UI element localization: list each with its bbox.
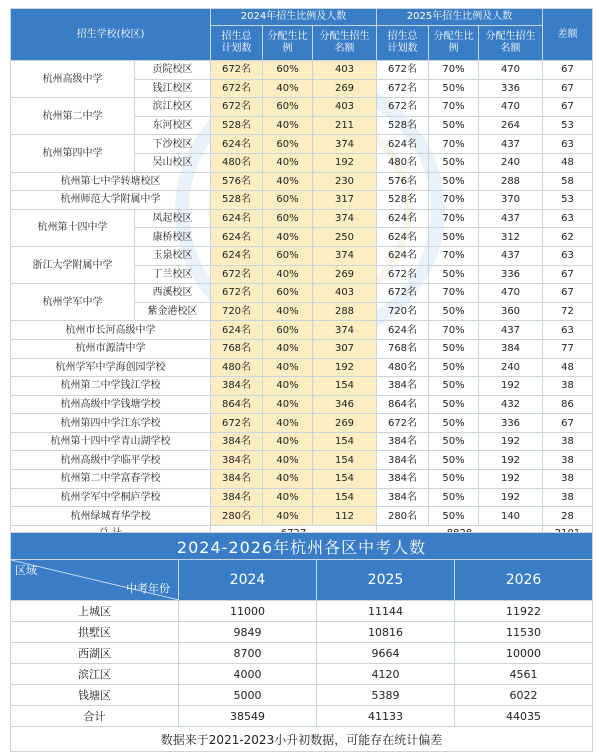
cell-q24: 192 (313, 153, 377, 172)
cell-campus: 西溪校区 (135, 284, 211, 303)
cell-q24: 317 (313, 191, 377, 210)
district-name: 合计 (11, 706, 179, 727)
cell-d: 72 (543, 302, 593, 321)
cell-r25: 50% (429, 116, 479, 135)
cell-q25: 437 (479, 135, 543, 154)
cell-p25: 528名 (377, 191, 429, 210)
cell-p25: 280名 (377, 507, 429, 526)
cell-r25: 70% (429, 284, 479, 303)
cell-q25: 192 (479, 451, 543, 470)
cell-p24: 624名 (211, 246, 263, 265)
sub-plan-2024: 招生总计划数 (211, 26, 263, 61)
table-row (11, 191, 593, 210)
cell-q24: 307 (313, 339, 377, 358)
table-row (11, 706, 593, 727)
cell-campus: 康桥校区 (135, 228, 211, 247)
sub-ratio-2024: 分配生比例 (263, 26, 313, 61)
cell-r25: 70% (429, 135, 479, 154)
cell-r24: 40% (263, 377, 313, 396)
table-row (11, 395, 593, 414)
table-row (11, 685, 593, 706)
cell-d: 63 (543, 209, 593, 228)
cell-p24: 672名 (211, 284, 263, 303)
sub-quota-2024: 分配生招生名额 (313, 26, 377, 61)
table-row (11, 414, 593, 433)
cell-r25: 70% (429, 191, 479, 210)
cell-q24: 192 (313, 358, 377, 377)
cell-d: 28 (543, 507, 593, 526)
district-exam-table (10, 532, 593, 752)
cell-p24: 384名 (211, 432, 263, 451)
cell-r24: 60% (263, 98, 313, 117)
cell-r24: 40% (263, 116, 313, 135)
table-row (11, 209, 593, 228)
cell-r25: 50% (429, 507, 479, 526)
cell-q24: 403 (313, 61, 377, 80)
cell-q25: 192 (479, 470, 543, 489)
cell-q24: 211 (313, 116, 377, 135)
cell-school: 杭州师范大学附属中学 (11, 191, 211, 210)
cell-d: 38 (543, 488, 593, 507)
table-row (11, 321, 593, 340)
cell-q25: 470 (479, 98, 543, 117)
cell-r24: 40% (263, 451, 313, 470)
table-row (11, 284, 593, 303)
district-value: 4000 (179, 664, 317, 685)
cell-r25: 50% (429, 358, 479, 377)
cell-p25: 624名 (377, 135, 429, 154)
cell-r25: 50% (429, 451, 479, 470)
cell-r24: 60% (263, 135, 313, 154)
district-value: 11530 (455, 622, 593, 643)
cell-p24: 672名 (211, 61, 263, 80)
cell-q24: 403 (313, 98, 377, 117)
header-school: 招生学校(校区) (11, 9, 211, 61)
cell-q24: 374 (313, 246, 377, 265)
cell-school: 杭州学军中学海创园学校 (11, 358, 211, 377)
cell-p25: 384名 (377, 451, 429, 470)
district-name: 拱墅区 (11, 622, 179, 643)
cell-school: 杭州市源清中学 (11, 339, 211, 358)
table-row (11, 451, 593, 470)
enrollment-table-body (11, 61, 593, 526)
cell-campus: 凤起校区 (135, 209, 211, 228)
cell-q25: 437 (479, 246, 543, 265)
cell-p25: 480名 (377, 153, 429, 172)
corner-header (11, 560, 179, 601)
cell-d: 67 (543, 265, 593, 284)
cell-q25: 370 (479, 191, 543, 210)
cell-school: 杭州第二中学钱江学校 (11, 377, 211, 396)
cell-q25: 192 (479, 377, 543, 396)
cell-q25: 336 (479, 79, 543, 98)
cell-q25: 336 (479, 414, 543, 433)
cell-q24: 154 (313, 451, 377, 470)
district-value: 8700 (179, 643, 317, 664)
header-2025: 2025年招生比例及人数 (377, 9, 543, 26)
cell-p25: 672名 (377, 61, 429, 80)
cell-school: 杭州绿城育华学校 (11, 507, 211, 526)
cell-q25: 360 (479, 302, 543, 321)
cell-school: 杭州学军中学桐庐学校 (11, 488, 211, 507)
district-value: 10000 (455, 643, 593, 664)
cell-school: 杭州高级中学钱塘学校 (11, 395, 211, 414)
cell-school: 杭州第四中学 (11, 135, 135, 172)
cell-p25: 672名 (377, 79, 429, 98)
cell-r25: 70% (429, 61, 479, 80)
district-value: 4120 (317, 664, 455, 685)
cell-r24: 40% (263, 172, 313, 191)
table-row (11, 172, 593, 191)
cell-d: 63 (543, 246, 593, 265)
cell-p24: 672名 (211, 79, 263, 98)
sub-quota-2025: 分配生招生名额 (479, 26, 543, 61)
cell-d: 38 (543, 470, 593, 489)
table-row (11, 488, 593, 507)
cell-q24: 288 (313, 302, 377, 321)
cell-d: 67 (543, 98, 593, 117)
cell-r25: 50% (429, 377, 479, 396)
cell-p25: 624名 (377, 321, 429, 340)
cell-r25: 70% (429, 321, 479, 340)
cell-r25: 50% (429, 153, 479, 172)
district-value: 10816 (317, 622, 455, 643)
cell-school: 杭州高级中学 (11, 61, 135, 98)
cell-p24: 768名 (211, 339, 263, 358)
cell-q24: 374 (313, 321, 377, 340)
cell-q25: 470 (479, 61, 543, 80)
table-row (11, 507, 593, 526)
cell-p24: 384名 (211, 470, 263, 489)
cell-school: 杭州高级中学临平学校 (11, 451, 211, 470)
cell-q25: 437 (479, 321, 543, 340)
cell-p24: 672名 (211, 265, 263, 284)
cell-r24: 60% (263, 284, 313, 303)
cell-q25: 192 (479, 432, 543, 451)
cell-p25: 384名 (377, 488, 429, 507)
cell-d: 62 (543, 228, 593, 247)
cell-d: 67 (543, 61, 593, 80)
district-name: 钱塘区 (11, 685, 179, 706)
cell-q25: 312 (479, 228, 543, 247)
district-name: 上城区 (11, 601, 179, 622)
cell-p25: 864名 (377, 395, 429, 414)
table-row (11, 470, 593, 489)
table-row (11, 246, 593, 265)
cell-q24: 154 (313, 377, 377, 396)
cell-p24: 624名 (211, 209, 263, 228)
cell-r24: 40% (263, 395, 313, 414)
cell-p25: 720名 (377, 302, 429, 321)
cell-p25: 480名 (377, 358, 429, 377)
cell-campus: 滨江校区 (135, 98, 211, 117)
cell-d: 86 (543, 395, 593, 414)
year-header: 2024 (179, 560, 317, 601)
cell-r24: 40% (263, 358, 313, 377)
cell-r24: 40% (263, 265, 313, 284)
data-source-note: 数据来于2021-2023小升初数据，可能存在统计偏差 (11, 727, 593, 752)
cell-p25: 384名 (377, 470, 429, 489)
cell-r24: 60% (263, 246, 313, 265)
year-header: 2026 (455, 560, 593, 601)
district-table-body (11, 601, 593, 727)
cell-p24: 528名 (211, 116, 263, 135)
cell-d: 38 (543, 377, 593, 396)
cell-campus: 吴山校区 (135, 153, 211, 172)
cell-d: 48 (543, 153, 593, 172)
table-row (11, 643, 593, 664)
cell-campus: 玉泉校区 (135, 246, 211, 265)
cell-p24: 528名 (211, 191, 263, 210)
sub-plan-2025: 招生总计划数 (377, 26, 429, 61)
cell-r25: 50% (429, 79, 479, 98)
cell-r25: 50% (429, 488, 479, 507)
cell-school: 杭州第二中学 (11, 98, 135, 135)
cell-q24: 230 (313, 172, 377, 191)
cell-p25: 624名 (377, 246, 429, 265)
cell-campus: 贡院校区 (135, 61, 211, 80)
cell-p24: 624名 (211, 321, 263, 340)
header-diff: 差额 (543, 9, 593, 61)
table-row (11, 377, 593, 396)
cell-p24: 480名 (211, 358, 263, 377)
cell-p24: 384名 (211, 488, 263, 507)
district-value: 6022 (455, 685, 593, 706)
cell-r24: 40% (263, 339, 313, 358)
cell-d: 38 (543, 451, 593, 470)
cell-r25: 50% (429, 302, 479, 321)
cell-p25: 672名 (377, 265, 429, 284)
cell-r25: 50% (429, 172, 479, 191)
cell-campus: 丁兰校区 (135, 265, 211, 284)
cell-d: 77 (543, 339, 593, 358)
cell-q25: 437 (479, 209, 543, 228)
cell-d: 67 (543, 414, 593, 433)
district-name: 西湖区 (11, 643, 179, 664)
sub-ratio-2025: 分配生比例 (429, 26, 479, 61)
cell-r25: 50% (429, 395, 479, 414)
cell-q24: 154 (313, 432, 377, 451)
district-table-title: 2024-2026年杭州各区中考人数 (11, 533, 593, 560)
cell-q24: 154 (313, 488, 377, 507)
cell-q24: 269 (313, 265, 377, 284)
cell-p25: 624名 (377, 228, 429, 247)
cell-r25: 70% (429, 209, 479, 228)
cell-campus: 东河校区 (135, 116, 211, 135)
cell-d: 48 (543, 358, 593, 377)
cell-r25: 70% (429, 98, 479, 117)
district-name: 滨江区 (11, 664, 179, 685)
cell-r24: 40% (263, 153, 313, 172)
district-value: 5389 (317, 685, 455, 706)
cell-q24: 269 (313, 414, 377, 433)
cell-p24: 384名 (211, 377, 263, 396)
table-row (11, 358, 593, 377)
cell-p25: 384名 (377, 432, 429, 451)
cell-q25: 288 (479, 172, 543, 191)
cell-d: 67 (543, 284, 593, 303)
table-row (11, 432, 593, 451)
cell-p25: 672名 (377, 284, 429, 303)
district-value: 41133 (317, 706, 455, 727)
cell-q25: 432 (479, 395, 543, 414)
table-row (11, 622, 593, 643)
cell-q24: 112 (313, 507, 377, 526)
cell-d: 67 (543, 79, 593, 98)
cell-q25: 470 (479, 284, 543, 303)
district-value: 11000 (179, 601, 317, 622)
cell-q24: 250 (313, 228, 377, 247)
cell-r24: 40% (263, 79, 313, 98)
cell-r24: 60% (263, 209, 313, 228)
cell-p24: 576名 (211, 172, 263, 191)
cell-p25: 672名 (377, 414, 429, 433)
year-header: 2025 (317, 560, 455, 601)
header-2024: 2024年招生比例及人数 (211, 9, 377, 26)
cell-r25: 50% (429, 432, 479, 451)
cell-school: 浙江大学附属中学 (11, 246, 135, 283)
cell-r24: 60% (263, 321, 313, 340)
table-row (11, 98, 593, 117)
district-value: 11144 (317, 601, 455, 622)
cell-r24: 40% (263, 432, 313, 451)
cell-school: 杭州第十四中学青山湖学校 (11, 432, 211, 451)
cell-r24: 40% (263, 470, 313, 489)
cell-r25: 50% (429, 228, 479, 247)
corner-year: 中考年份 (126, 582, 170, 595)
cell-q25: 240 (479, 358, 543, 377)
table-row (11, 664, 593, 685)
cell-q25: 192 (479, 488, 543, 507)
cell-school: 杭州第四中学江东学校 (11, 414, 211, 433)
cell-q24: 154 (313, 470, 377, 489)
cell-p25: 672名 (377, 98, 429, 117)
cell-r25: 50% (429, 470, 479, 489)
cell-school: 杭州第七中学转塘校区 (11, 172, 211, 191)
cell-r25: 70% (429, 246, 479, 265)
enrollment-table (10, 8, 593, 543)
cell-p24: 280名 (211, 507, 263, 526)
cell-r25: 50% (429, 339, 479, 358)
cell-r24: 40% (263, 302, 313, 321)
cell-r25: 50% (429, 265, 479, 284)
district-value: 38549 (179, 706, 317, 727)
cell-q25: 140 (479, 507, 543, 526)
cell-r24: 40% (263, 414, 313, 433)
district-value: 44035 (455, 706, 593, 727)
cell-school: 杭州市长河高级中学 (11, 321, 211, 340)
cell-q25: 336 (479, 265, 543, 284)
cell-q25: 384 (479, 339, 543, 358)
cell-d: 63 (543, 321, 593, 340)
cell-campus: 下沙校区 (135, 135, 211, 154)
cell-q24: 374 (313, 135, 377, 154)
cell-p25: 768名 (377, 339, 429, 358)
cell-q25: 264 (479, 116, 543, 135)
cell-p25: 384名 (377, 377, 429, 396)
cell-p25: 624名 (377, 209, 429, 228)
cell-p25: 576名 (377, 172, 429, 191)
district-value: 5000 (179, 685, 317, 706)
cell-school: 杭州学军中学 (11, 284, 135, 321)
cell-campus: 紫金港校区 (135, 302, 211, 321)
district-value: 4561 (455, 664, 593, 685)
cell-p24: 672名 (211, 414, 263, 433)
cell-p24: 480名 (211, 153, 263, 172)
cell-p24: 672名 (211, 98, 263, 117)
cell-q24: 346 (313, 395, 377, 414)
cell-d: 63 (543, 135, 593, 154)
cell-school: 杭州第二中学富春学校 (11, 470, 211, 489)
cell-q25: 240 (479, 153, 543, 172)
corner-region: 区域 (15, 564, 37, 577)
cell-d: 38 (543, 432, 593, 451)
cell-d: 58 (543, 172, 593, 191)
cell-p24: 624名 (211, 228, 263, 247)
cell-campus: 钱江校区 (135, 79, 211, 98)
table-row (11, 339, 593, 358)
cell-r24: 60% (263, 191, 313, 210)
district-value: 9664 (317, 643, 455, 664)
cell-p24: 864名 (211, 395, 263, 414)
cell-r24: 40% (263, 507, 313, 526)
cell-p25: 528名 (377, 116, 429, 135)
cell-q24: 269 (313, 79, 377, 98)
cell-q24: 374 (313, 209, 377, 228)
cell-q24: 403 (313, 284, 377, 303)
cell-d: 53 (543, 191, 593, 210)
table-row (11, 61, 593, 80)
cell-r24: 60% (263, 61, 313, 80)
cell-p24: 720名 (211, 302, 263, 321)
district-value: 9849 (179, 622, 317, 643)
table-row (11, 135, 593, 154)
cell-p24: 624名 (211, 135, 263, 154)
cell-r24: 40% (263, 228, 313, 247)
cell-d: 53 (543, 116, 593, 135)
district-value: 11922 (455, 601, 593, 622)
cell-school: 杭州第十四中学 (11, 209, 135, 246)
cell-r25: 50% (429, 414, 479, 433)
cell-p24: 384名 (211, 451, 263, 470)
table-row (11, 601, 593, 622)
cell-r24: 40% (263, 488, 313, 507)
